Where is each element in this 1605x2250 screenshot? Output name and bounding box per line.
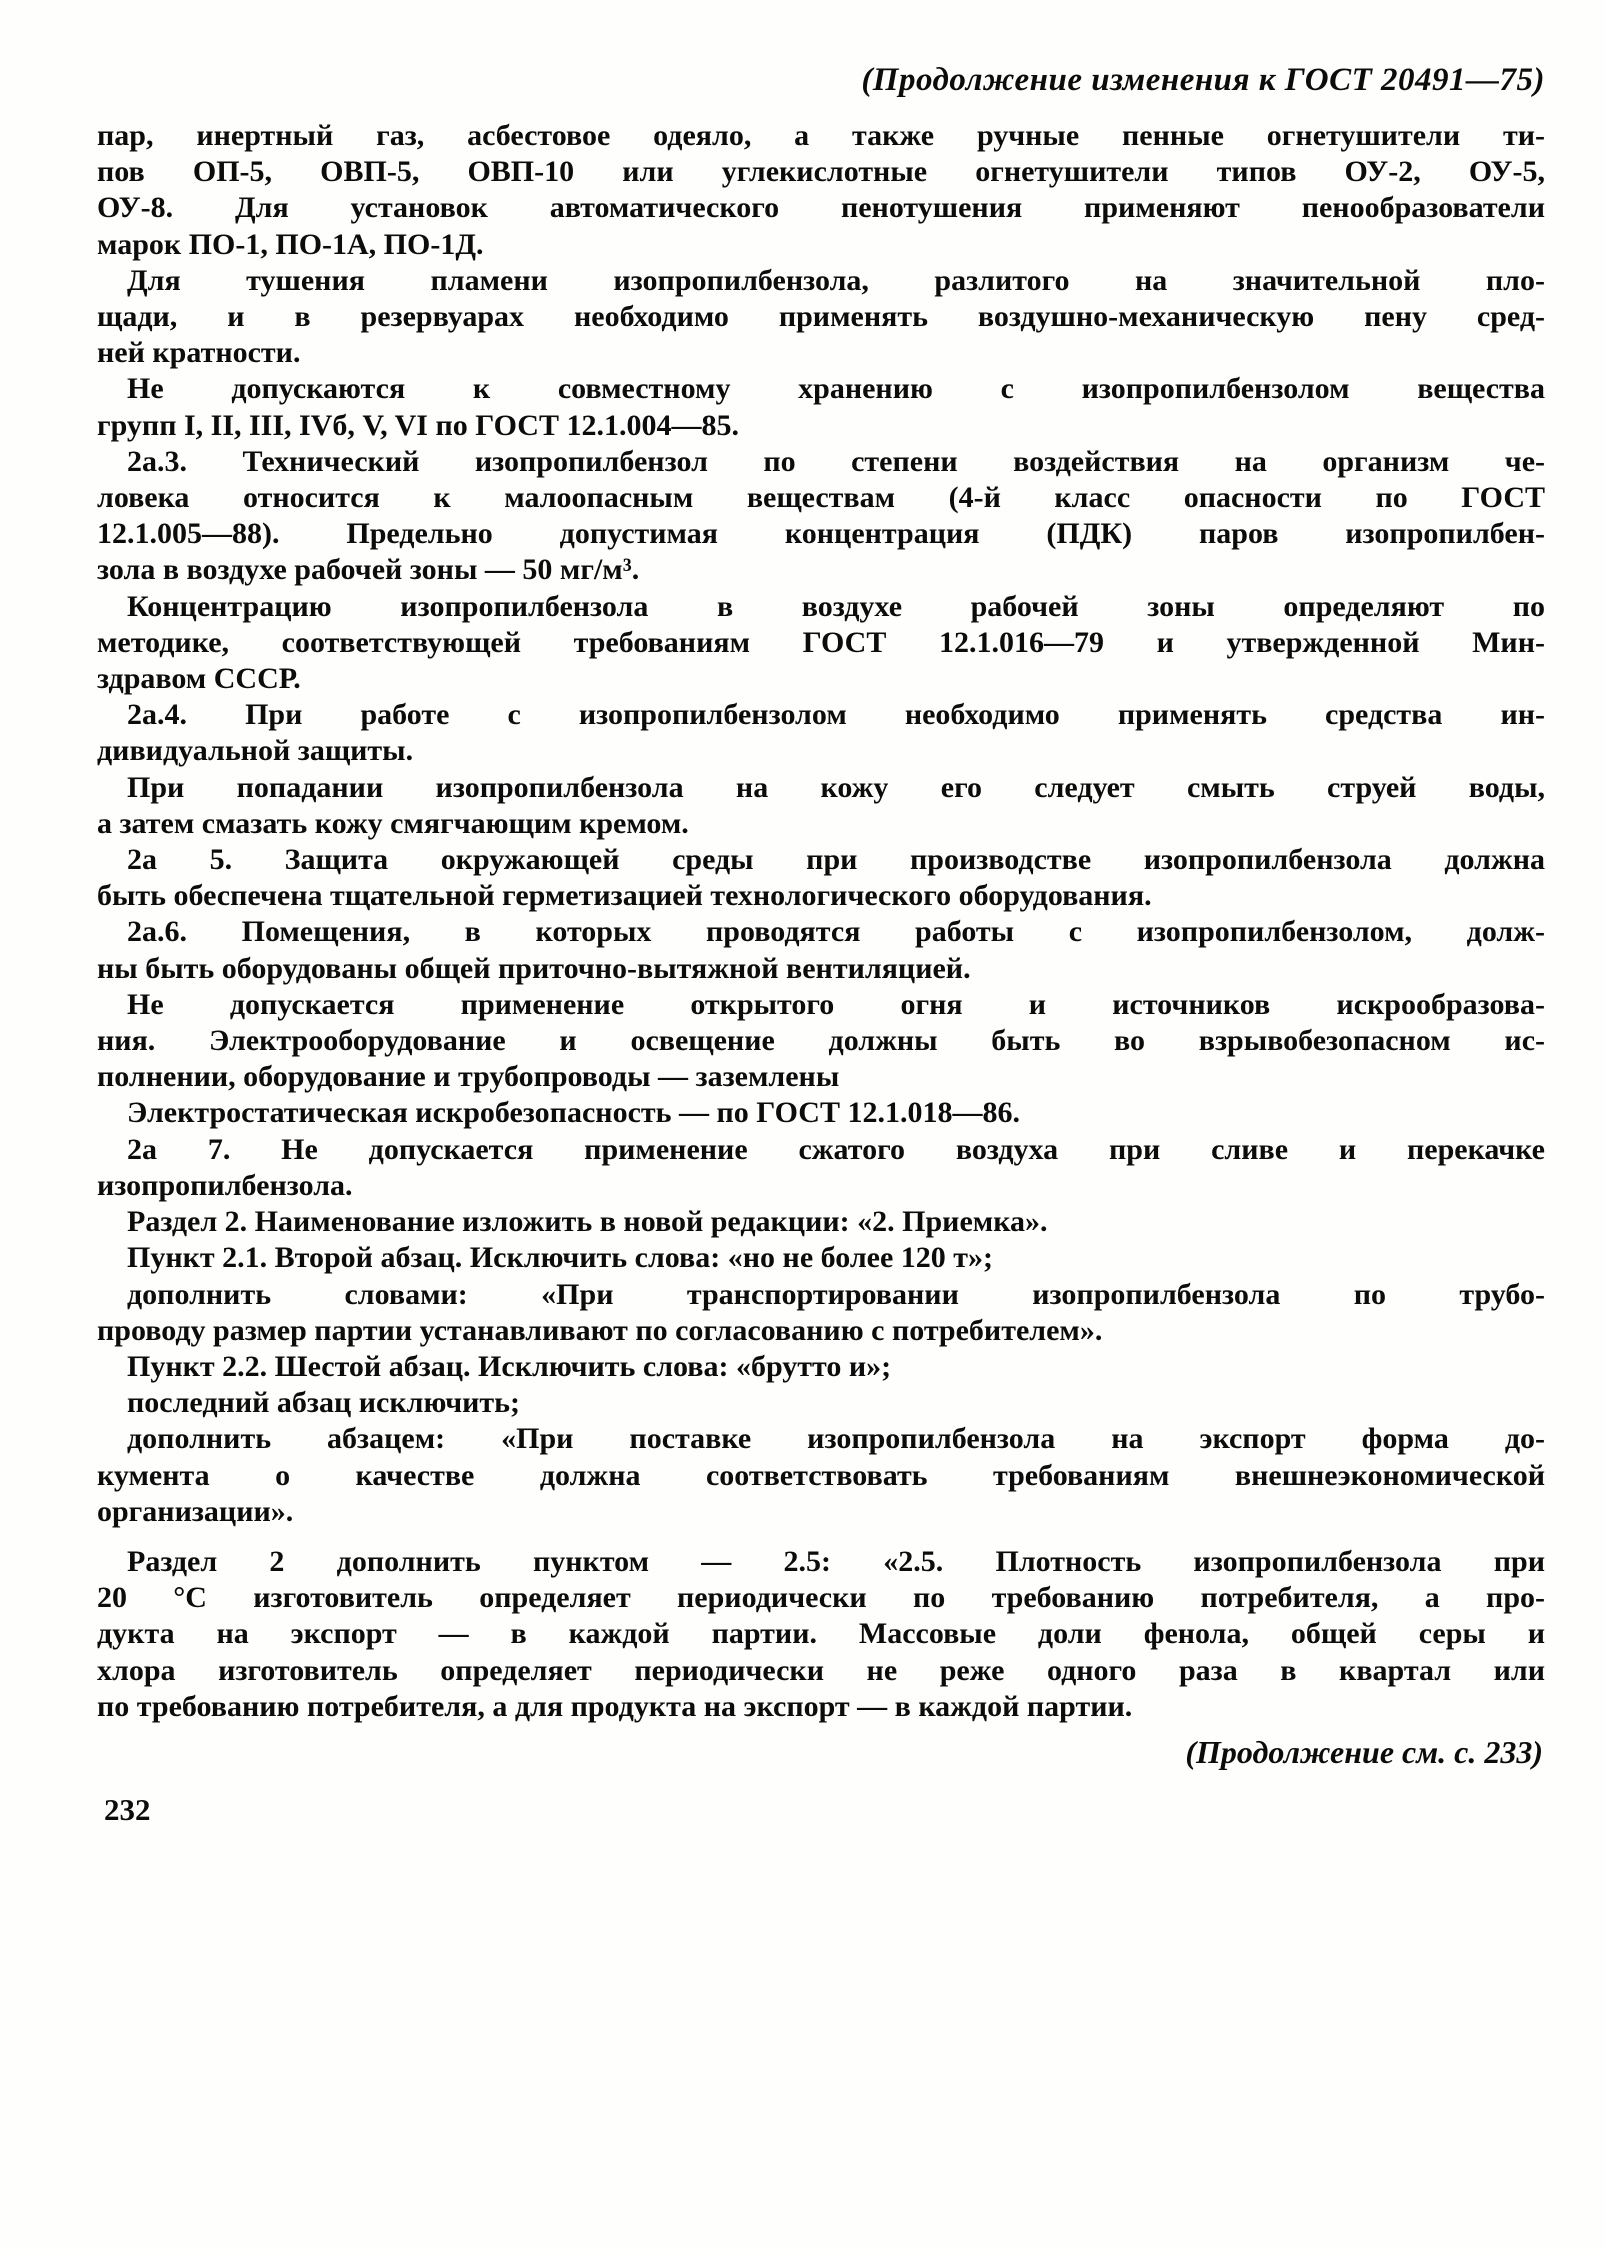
paragraph-line: а затем смазать кожу смягчающим кремом.	[97, 806, 689, 840]
paragraph-line: 2а 5. Защита окружающей среды при производстве изопропилбензола должна	[127, 843, 1545, 877]
paragraph-line: здравом СССР.	[97, 662, 301, 696]
paragraph	[97, 987, 1545, 1096]
paragraph-line: Пункт 2.1. Второй абзац. Исключить слова: «но не более 120 т»;	[127, 1241, 994, 1275]
paragraph-line: При попадании изопропилбензола на кожу его следует смыть струей воды,	[127, 770, 1545, 804]
paragraph-line: зола в воздухе рабочей зоны — 50 мг/м³.	[97, 553, 640, 587]
running-header: (Продолжение изменения к ГОСТ 20491—75)	[861, 62, 1545, 98]
paragraph-line: последний абзац исключить;	[127, 1386, 521, 1420]
document-body	[97, 118, 1545, 1725]
paragraph-line: ней кратности.	[97, 336, 301, 370]
page-number: 232	[104, 1792, 151, 1827]
paragraph-line: Для тушения пламени изопропилбензола, разлитого на значительной пло-	[127, 263, 1545, 297]
paragraph	[97, 842, 1545, 914]
paragraph-line: Пункт 2.2. Шестой абзац. Исключить слова: «брутто и»;	[127, 1349, 892, 1383]
paragraph-line: по требованию потребителя, а для продукта на экспорт — в каждой партии.	[97, 1689, 1133, 1723]
paragraph-line: полнении, оборудование и трубопроводы — заземлены	[97, 1060, 840, 1094]
paragraph-line: 2а.3. Технический изопропилбензол по степени воздействия на организм че-	[127, 444, 1545, 478]
paragraph-line: пов ОП-5, ОВП-5, ОВП-10 или углекислотные огнетушители типов ОУ-2, ОУ-5,	[97, 155, 1545, 189]
paragraph	[97, 770, 1545, 842]
paragraph-line: дополнить словами: «При транспортировании изопропилбензола по трубо-	[127, 1277, 1545, 1311]
paragraph	[97, 1132, 1545, 1204]
paragraph	[97, 1421, 1545, 1530]
paragraph-line: 2а 7. Не допускается применение сжатого воздуха при сливе и перекачке	[127, 1132, 1545, 1166]
paragraph	[97, 1204, 1545, 1240]
paragraph-line: марок ПО-1, ПО-1А, ПО-1Д.	[97, 227, 484, 261]
paragraph-line: Раздел 2. Наименование изложить в новой редакции: «2. Приемка».	[127, 1205, 1048, 1239]
paragraph-line: дополнить абзацем: «При поставке изопропилбензола на экспорт форма до-	[127, 1422, 1545, 1456]
paragraph-line: хлора изготовитель определяет периодически не реже одного раза в квартал или	[97, 1653, 1545, 1687]
paragraph-line: ловека относится к малоопасным веществам (4-й класс опасности по ГОСТ	[97, 481, 1545, 515]
paragraph-line: 2а.4. При работе с изопропилбензолом необходимо применять средства ин-	[127, 698, 1545, 732]
paragraph-line: Не допускаются к совместному хранению с изопропилбензолом вещества	[127, 372, 1545, 406]
paragraph-line: изопропилбензола.	[97, 1168, 353, 1202]
paragraph-line: кумента о качестве должна соответствовать требованиям внешнеэкономической	[97, 1458, 1545, 1492]
paragraph	[97, 263, 1545, 372]
paragraph	[97, 1385, 1545, 1421]
continuation-note: (Продолжение см. с. 233)	[1185, 1734, 1543, 1770]
paragraph-line: ОУ-8. Для установок автоматического пенотушения применяют пенообразователи	[97, 191, 1545, 225]
paragraph	[97, 1095, 1545, 1131]
paragraph-line: пар, инертный газ, асбестовое одеяло, а также ручные пенные огнетушители ти-	[97, 119, 1545, 152]
paragraph-line: групп I, II, III, IVб, V, VI по ГОСТ 12.1.004—85.	[97, 408, 739, 442]
paragraph-line: дукта на экспорт — в каждой партии. Массовые доли фенола, общей серы и	[97, 1617, 1545, 1651]
paragraph-line: 12.1.005—88). Предельно допустимая концентрация (ПДК) паров изопропилбен-	[97, 517, 1545, 551]
paragraph	[97, 914, 1545, 986]
paragraph-line: ны быть оборудованы общей приточно-вытяжной вентиляцией.	[97, 951, 971, 985]
paragraph-line: Раздел 2 дополнить пунктом — 2.5: «2.5. Плотность изопропилбензола при	[127, 1544, 1545, 1578]
paragraph	[97, 371, 1545, 443]
paragraph	[97, 444, 1545, 589]
paragraph-line: ния. Электрооборудование и освещение должны быть во взрывобезопасном ис-	[97, 1024, 1545, 1058]
paragraph	[97, 118, 1545, 263]
paragraph-line: 2а.6. Помещения, в которых проводятся работы с изопропилбензолом, долж-	[127, 915, 1545, 949]
paragraph-line: Концентрацию изопропилбензола в воздухе рабочей зоны определяют по	[127, 589, 1545, 623]
paragraph-line: щади, и в резервуарах необходимо применять воздушно-механическую пену сред-	[97, 300, 1545, 334]
paragraph	[97, 1277, 1545, 1349]
paragraph-line: проводу размер партии устанавливают по согласованию с потребителем».	[97, 1313, 1103, 1347]
paragraph-line: 20 °С изготовитель определяет периодически по требованию потребителя, а про-	[97, 1581, 1545, 1615]
paragraph-line: методике, соответствующей требованиям ГОСТ 12.1.016—79 и утвержденной Мин-	[97, 625, 1545, 659]
paragraph	[97, 697, 1545, 769]
paragraph-line: дивидуальной защиты.	[97, 734, 414, 768]
paragraph-line: Электростатическая искробезопасность — по ГОСТ 12.1.018—86.	[127, 1096, 1020, 1130]
paragraph	[97, 589, 1545, 698]
paragraph-line: быть обеспечена тщательной герметизацией технологического оборудования.	[97, 879, 1152, 913]
paragraph	[97, 1240, 1545, 1276]
paragraph-line: Не допускается применение открытого огня и источников искрообразова-	[127, 987, 1545, 1021]
paragraph	[97, 1349, 1545, 1385]
paragraph	[97, 1544, 1545, 1725]
paragraph-line: организации».	[97, 1494, 294, 1528]
